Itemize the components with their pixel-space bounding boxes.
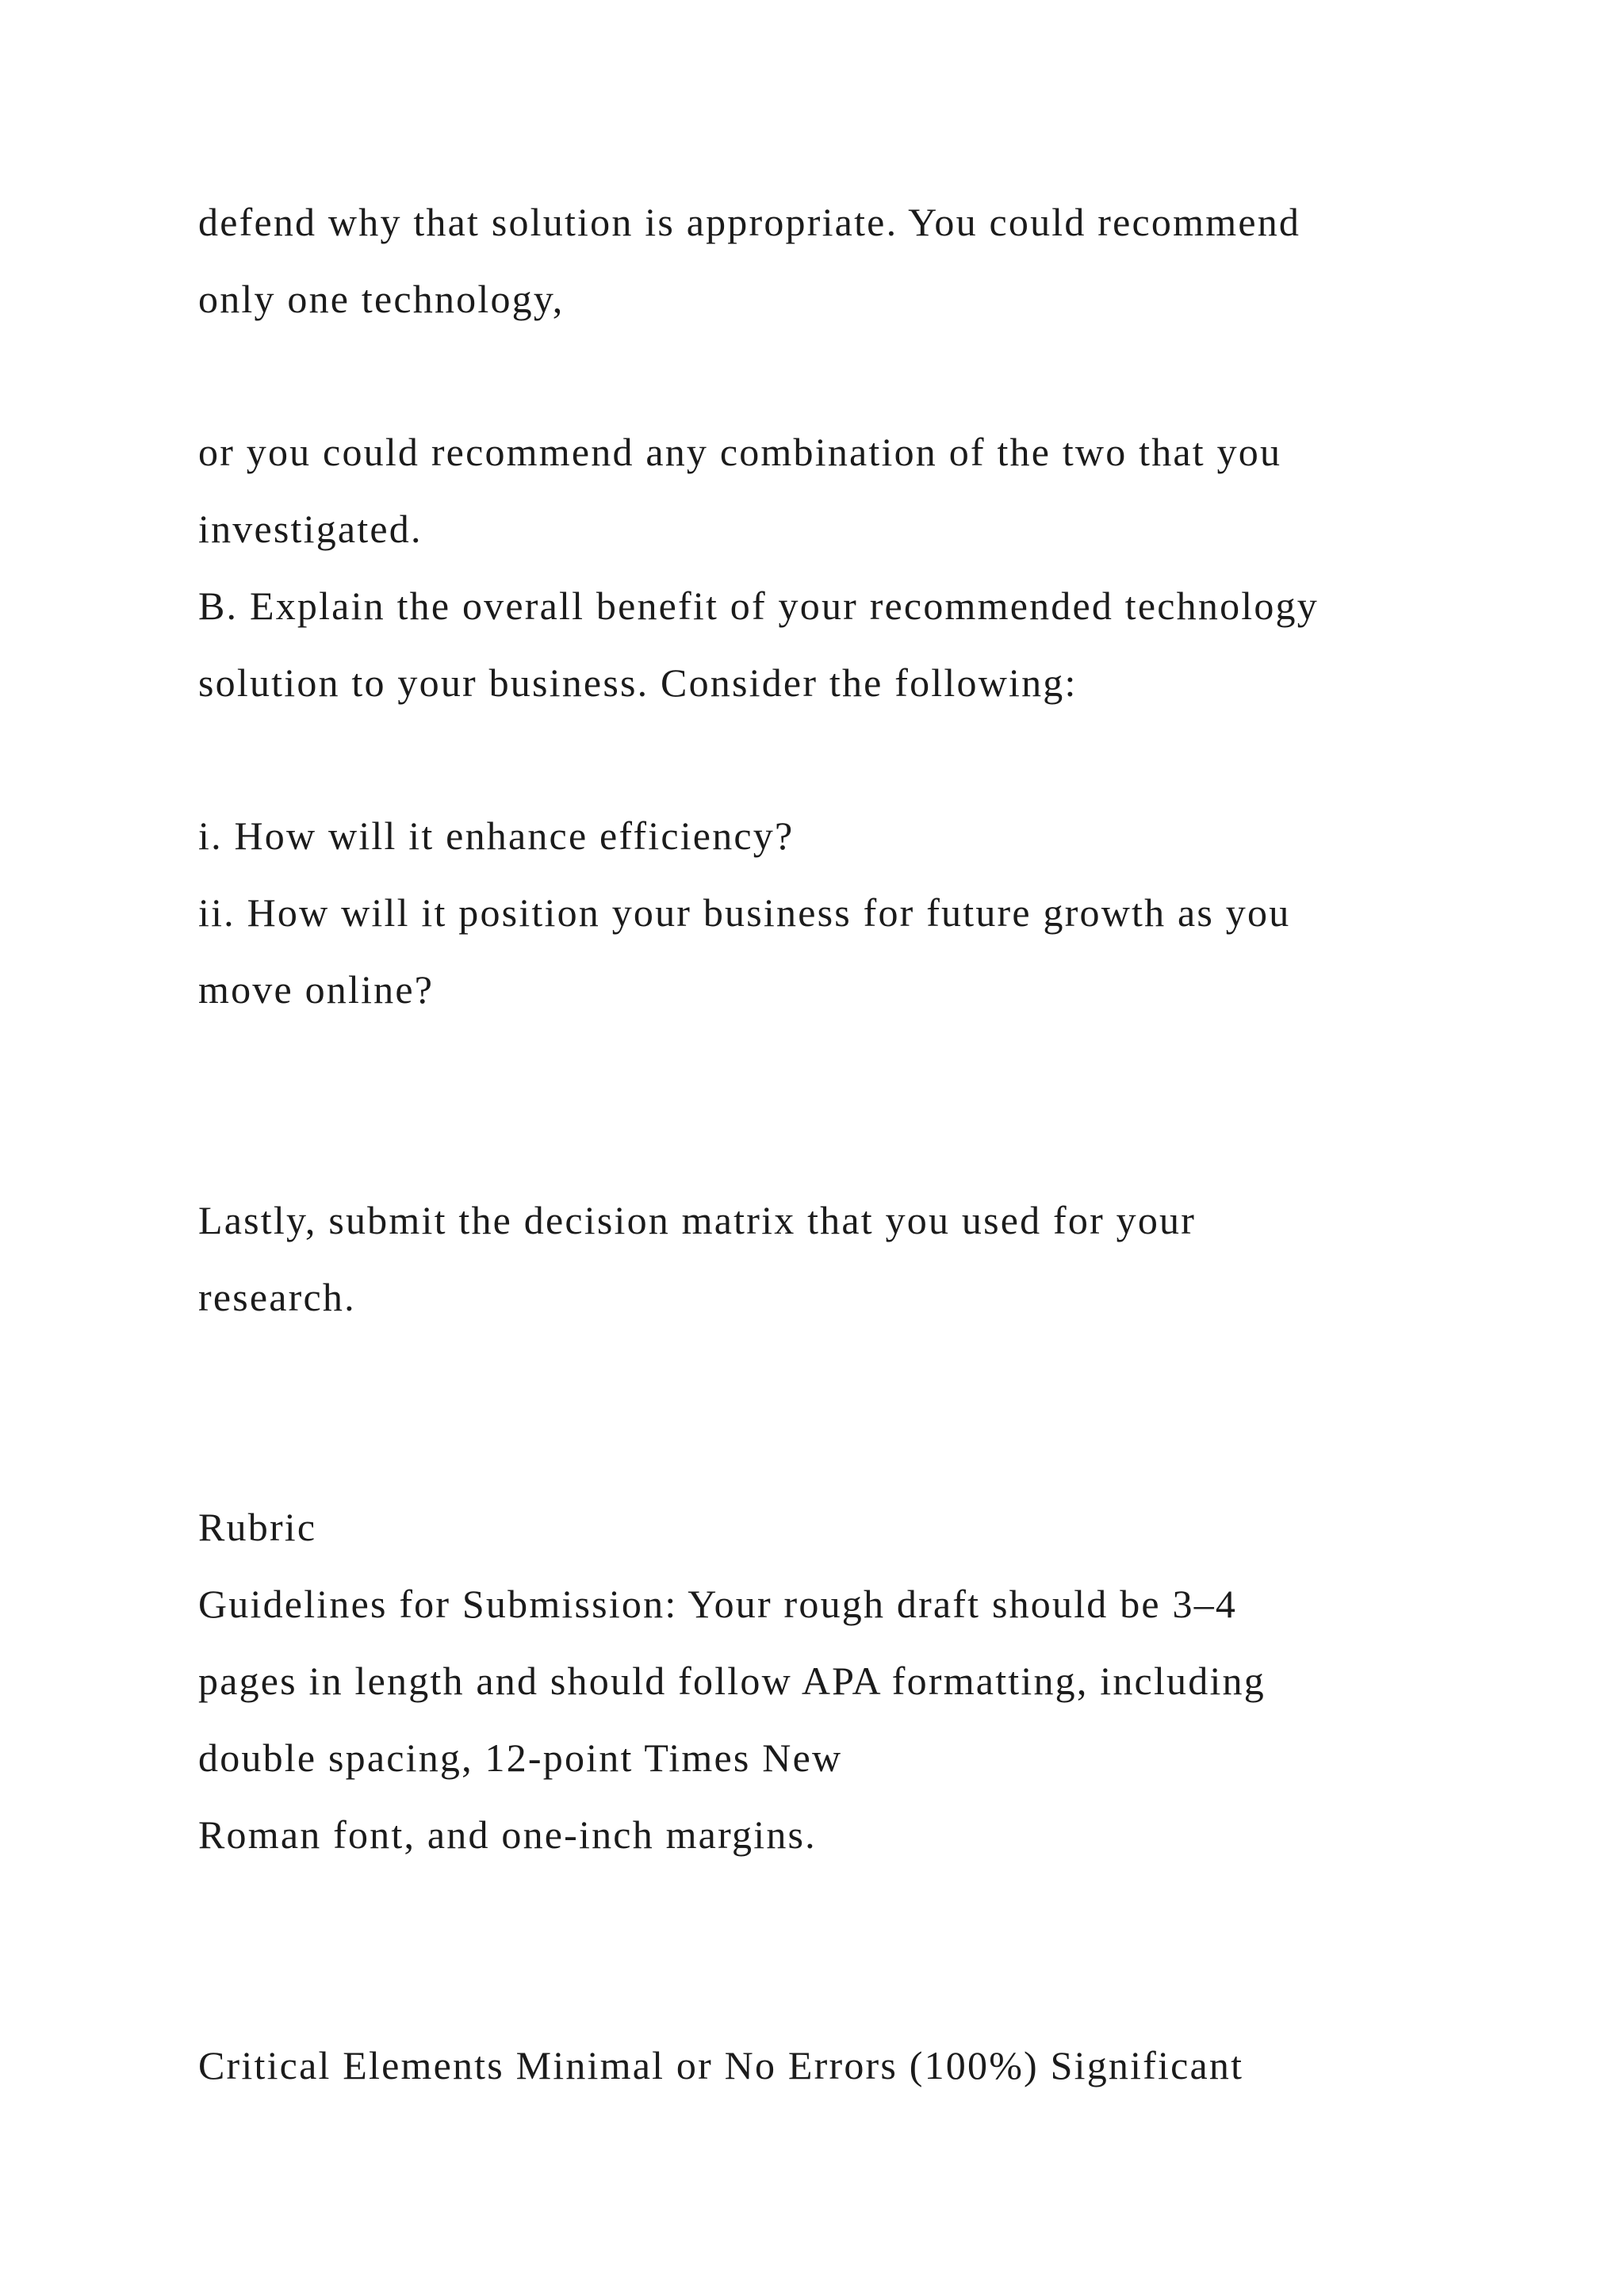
text-line: research. [198, 1275, 356, 1319]
text-line: move online? [198, 967, 435, 1012]
text-line: double spacing, 12-point Times New [198, 1735, 843, 1780]
text-line: Lastly, submit the decision matrix that you used for your [198, 1198, 1197, 1242]
text-line: only one technology, [198, 277, 565, 321]
text-line: Critical Elements Minimal or No Errors (100%) Significant [198, 2043, 1244, 2087]
text-line: solution to your business. Consider the following: [198, 660, 1078, 705]
text-line: investigated. [198, 507, 423, 551]
text-line: ii. How will it position your business for future growth as you [198, 890, 1291, 935]
text-line: Roman font, and one-inch margins. [198, 1812, 817, 1857]
text-line: Guidelines for Submission: Your rough draft should be 3–4 [198, 1582, 1238, 1626]
section-heading: Rubric [198, 1505, 317, 1549]
text-line: B. Explain the overall benefit of your recommended technology [198, 584, 1319, 628]
text-line: pages in length and should follow APA formatting, including [198, 1659, 1266, 1703]
text-line: defend why that solution is appropriate. You could recommend [198, 200, 1301, 244]
text-line: or you could recommend any combination of the two that you [198, 430, 1282, 474]
text-line: i. How will it enhance efficiency? [198, 813, 795, 858]
